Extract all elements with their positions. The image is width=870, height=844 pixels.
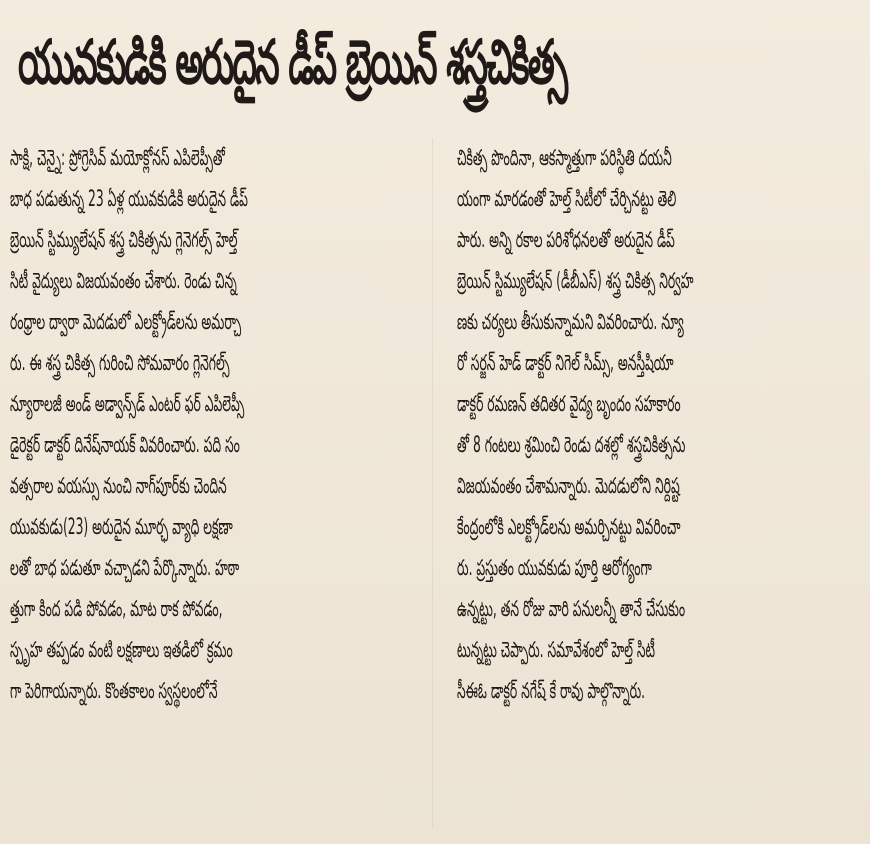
text-line: యువకుడు(23) అరుదైన మూర్ఛ వ్యాధి లక్షణా [10,515,233,540]
text-line: తో 8 గంటలు శ్రమించి రెండు దశల్లో శస్త్రచికిత్సను [457,433,686,458]
text-line: సిటీ వైద్యులు విజయవంతం చేశారు. రెండు చిన్న [10,269,237,294]
text-line: కేంద్రంలోకి ఎలక్ట్రోడ్‌లను అమర్చినట్టు వివరించా [457,515,681,540]
text-line: విజయవంతం చేశామన్నారు. మెదడులోని నిర్దిష్ట [457,474,680,499]
text-line: వత్సరాల వయస్సు నుంచి నాగ్‌పూర్‌కు చెందిన [10,474,227,499]
text-line: బ్రెయిన్ స్టిమ్యులేషన్ శస్త్ర చికిత్సను గ్లెనెగల్స్ హెల్త్ [10,228,238,253]
text-line: లతో బాధ పడుతూ వచ్చాడని పేర్కొన్నారు. హఠా [10,556,240,581]
text-line: రు. ఈ శస్త్ర చికిత్స గురించి సోమవారం గ్లెనెగల్స్ [10,351,230,376]
text-line: రు. ప్రస్తుతం యువకుడు పూర్తి ఆరోగ్యంగా [457,556,652,581]
text-line: గా పెరిగాయన్నారు. కొంతకాలం స్వస్థలంలోనే [10,679,218,704]
left-column [10,138,434,838]
text-line: చికిత్స పొందినా, ఆకస్మాత్తుగా పరిస్థితి దయనీ [457,146,672,171]
text-line: సాక్షి, చెన్నై: ప్రోగ్రెసివ్ మయోక్లోనస్ ఎపిలెప్సీతో [10,146,225,171]
text-line: స్పృహ తప్పడం వంటి లక్షణాలు ఇతడిలో క్రమం [10,638,233,663]
text-line: ణకు చర్యలు తీసుకున్నామని వివరించారు. న్యూ [457,310,684,335]
text-line: రో సర్జన్ హెడ్ డాక్టర్ నిగెల్ సిమ్స్, అనస్తీషియా [457,351,674,376]
text-line: త్తుగా కింద పడి పోవడం, మాట రాక పోవడం, [10,597,223,622]
article-body [10,138,860,838]
article-headline: యువకుడికి అరుదైన డీప్ బ్రెయిన్ శస్త్రచికిత్స [18,27,567,98]
text-line: రంధ్రాల ద్వారా మెదడులో ఎలక్ట్రోడ్‌లను అమర్చా [10,310,242,335]
text-line: యంగా మారడంతో హెల్త్ సిటీలో చేర్చినట్టు తెలి [457,187,677,212]
right-column [457,138,870,838]
text-line: సీఈఓ డాక్టర్ నగేష్ కే రావు పాల్గొన్నారు. [457,679,646,704]
text-line: ఉన్నట్టు, తన రోజు వారి పనులన్నీ తానే చేసుకుం [457,597,686,622]
text-line: న్యూరాలజీ అండ్ అడ్వాన్స్‌డ్ ఎంటర్ ఫర్ ఎపిలెప్సీ [10,392,245,417]
text-line: పారు. అన్ని రకాల పరిశోధనలతో అరుదైన డీప్ [457,228,675,253]
text-line: టున్నట్టు చెప్పారు. సమావేశంలో హెల్త్ సిటీ [457,638,656,663]
text-line: డైరెక్టర్ డాక్టర్ దినేష్‌నాయక్ వివరించారు. పది సం [10,433,240,458]
text-line: డాక్టర్ రమణన్ తదితర వైద్య బృందం సహకారం [457,392,681,417]
text-line: బ్రెయిన్ స్టిమ్యులేషన్ (డీబీఎస్) శస్త్ర చికిత్స నిర్వహ [457,269,694,294]
text-line: బాధ పడుతున్న 23 ఏళ్ల యువకుడికి అరుదైన డీప్ [10,187,248,212]
